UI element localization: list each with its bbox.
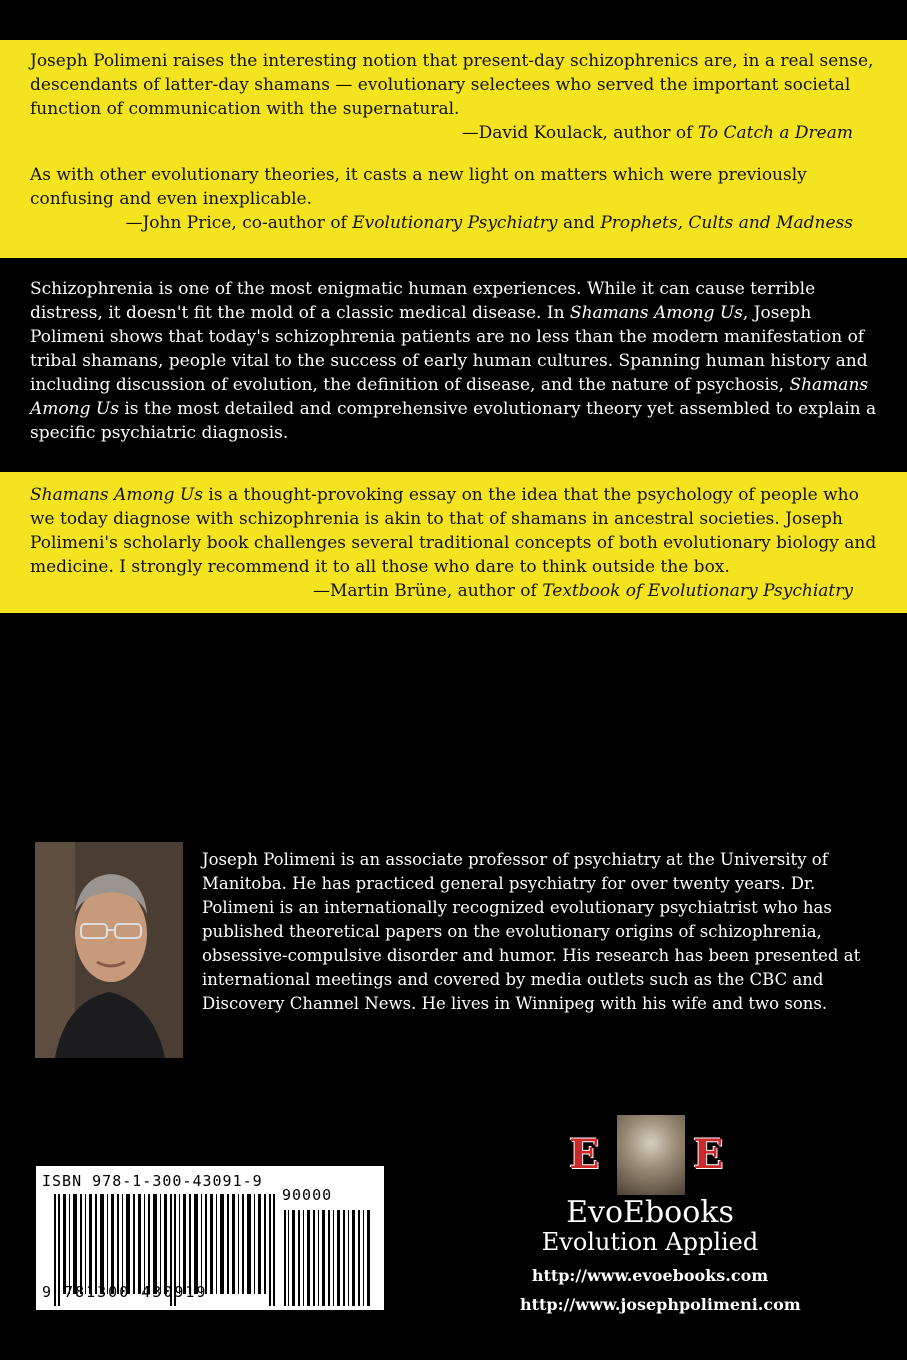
desc-title2: Shamans Among Us [30, 375, 869, 419]
publisher-logo [567, 1115, 727, 1195]
isbn-number: ISBN 978-1-300-43091-9 [42, 1172, 263, 1190]
author-url-link[interactable]: http://www.josephpolimeni.com [520, 1295, 801, 1314]
quote-brune [30, 483, 877, 579]
quote-brune-text: is a thought-provoking essay on the idea that the psychology of people who we today diagnose with schizophrenia is akin to that of shamans in ancestral societies. Joseph Polimeni's scholarly book challenges several traditional concepts of both evolutionary biology and medicine. I strongly recommend it to all those who dare to think outside the box. [30, 485, 877, 577]
quote-brune-title: Shamans Among Us [30, 485, 203, 505]
author-bio: Joseph Polimeni is an associate professor of psychiatry at the University of Manitoba. He has practiced general psychiatry for over twenty years. Dr. Polimeni is an internationally recognized evolutionary psychiatrist who has published theoretical papers on the evolutionary origins of schizophrenia, obsessive-compulsive disorder and humor. His research has been presented at international meetings and covered by media outlets such as the CBC and Discovery Channel News. He lives in Winnipeg with his wife and two sons. [202, 850, 861, 1013]
publisher-name: EvoEbooks [566, 1195, 734, 1230]
darwin-portrait-icon [617, 1115, 685, 1195]
publisher-tagline: Evolution Applied [541, 1228, 759, 1256]
quote-koulack: Joseph Polimeni raises the interesting notion that present-day schizophrenics are, in a real sense, descendants of latter-day shamans — evolutionary selectees who served the important societal function of communication with the supernatural. [30, 51, 874, 119]
author-portrait-icon [35, 842, 183, 1058]
review-panel-bottom [0, 472, 907, 613]
review-panel-top [0, 40, 907, 258]
desc-part2: , Joseph Polimeni shows that today's schizophrenia patients are no less than the modern manifestation of tribal shamans, people vital to the success of early human cultures. Spanning human history and including discussion of evolution, the definition of disease, and the nature of psychosis, [30, 303, 868, 395]
attr-price-title1: Evolutionary Psychiatry [352, 213, 558, 233]
desc-part3: is the most detailed and comprehensive evolutionary theory yet assembled to explain a specific psychiatric diagnosis. [30, 399, 877, 443]
quote-koulack-attribution [30, 121, 877, 145]
logo-letter-right: E [693, 1131, 724, 1178]
quote-brune-attribution [30, 579, 877, 603]
author-photo [35, 842, 183, 1058]
quote-price-attribution [30, 211, 877, 235]
book-description [30, 277, 880, 445]
attr-koulack-title: To Catch a Dream [697, 123, 853, 143]
attr-price-title2: Prophets, Cults and Madness [600, 213, 853, 233]
attr-brune-prefix: —Martin Brüne, author of [313, 581, 543, 601]
attr-price-and: and [557, 213, 601, 233]
desc-part1: Schizophrenia is one of the most enigmatic human experiences. While it can cause terrible distress, it doesn't fit the mold of a classic medical disease. In [30, 279, 816, 323]
price-code: 90000 [282, 1186, 333, 1204]
attr-price-prefix: —John Price, co-author of [125, 213, 353, 233]
logo-letter-left: E [569, 1131, 600, 1178]
desc-title1: Shamans Among Us [569, 303, 743, 323]
quote-price: As with other evolutionary theories, it casts a new light on matters which were previously confusing and even inexplicable. [30, 165, 807, 209]
publisher-url-link[interactable]: http://www.evoebooks.com [531, 1266, 769, 1285]
ean-digits: 9 781300 430919 [42, 1283, 208, 1301]
attr-koulack-prefix: —David Koulack, author of [461, 123, 698, 143]
attr-brune-title: Textbook of Evolutionary Psychiatry [542, 581, 853, 601]
